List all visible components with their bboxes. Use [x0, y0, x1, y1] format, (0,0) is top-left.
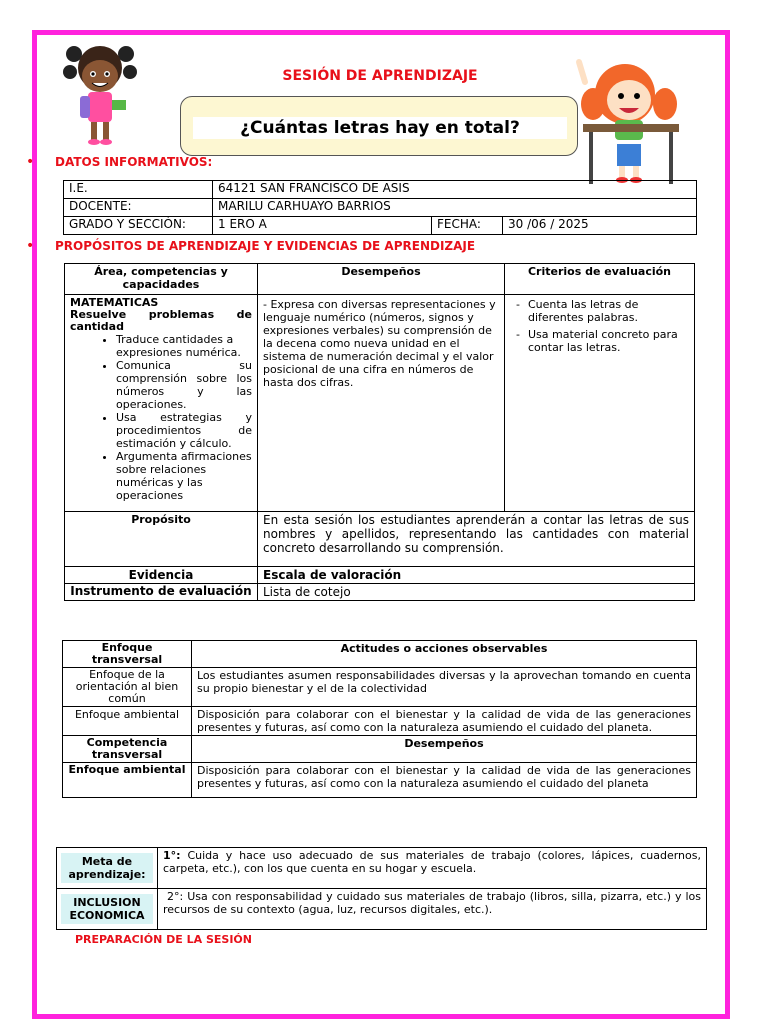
meta-item-2	[158, 889, 707, 930]
table-row	[57, 848, 707, 889]
meta-item-1-number: 1°:	[163, 849, 181, 862]
col-actitudes-header: Actitudes o acciones observables	[192, 641, 697, 668]
table-row	[63, 736, 697, 763]
enfoque-name: Enfoque de la orientación al bien común	[63, 668, 192, 707]
table-row	[63, 763, 697, 798]
session-question-box	[180, 96, 578, 156]
ie-label: I.E.	[64, 181, 213, 199]
table-row	[65, 264, 695, 295]
table-row	[64, 217, 697, 235]
enfoque-actitud: Los estudiantes asumen responsabilidades diversas y la aprovechan tomando en cuenta su propio bienestar y el de la colectividad	[192, 668, 697, 707]
docente-label: DOCENTE:	[64, 199, 213, 217]
area-cell	[65, 295, 258, 512]
col-desempenos-header: Desempeños	[258, 264, 505, 295]
enfoque-name: Enfoque ambiental	[63, 707, 192, 736]
propositos-heading: PROPÓSITOS DE APRENDIZAJE Y EVIDENCIAS DE APRENDIZAJE	[55, 239, 476, 253]
list-item: • Comunica su comprensión sobre los números y las operaciones.	[116, 359, 252, 411]
table-row	[65, 295, 695, 512]
col-criterios-header: Criterios de evaluación	[505, 264, 695, 295]
bullet-icon: •	[26, 238, 35, 254]
proposito-text: En esta sesión los estudiantes aprenderán a contar las letras de sus nombres y apellidos, representando las cantidades con material concreto desarrollando su comprensión.	[258, 512, 695, 567]
meta-label: Meta de aprendizaje:	[61, 853, 153, 883]
meta-item-2-number: 2°:	[166, 890, 184, 903]
meta-item-1	[158, 848, 707, 889]
col-enfoque-header: Enfoque transversal	[63, 641, 192, 668]
ie-value: 64121 SAN FRANCISCO DE ASIS	[213, 181, 697, 199]
instrumento-label: Instrumento de evaluación	[65, 584, 258, 601]
datos-table	[63, 180, 697, 235]
area-name: MATEMATICAS	[70, 296, 159, 309]
enfoque-ambiental-label: Enfoque ambiental	[63, 763, 192, 798]
col-area-header: Área, competencias y capacidades	[65, 264, 258, 295]
table-row	[65, 567, 695, 584]
meta-label-cell	[57, 848, 158, 889]
datos-heading: DATOS INFORMATIVOS:	[55, 155, 213, 169]
enfoque-actitud: Disposición para colaborar con el bienestar y la calidad de vida de las generaciones presentes y futuras, así como con la naturaleza asumiendo el cuidado del planeta.	[192, 707, 697, 736]
bullet-icon: •	[26, 154, 35, 170]
inclusion-cell	[57, 889, 158, 930]
table-row	[63, 641, 697, 668]
enfoque-ambiental-text: Disposición para colaborar con el bienestar y la calidad de vida de las generaciones presentes y futuras, así como con la naturaleza asumiendo el cuidado del planeta	[192, 763, 697, 798]
table-row	[57, 889, 707, 930]
meta-table	[56, 847, 707, 930]
proposito-label: Propósito	[65, 512, 258, 567]
meta-item-2-text: Usa con responsabilidad y cuidado sus materiales de trabajo (libros, silla, pizarra, etc.) y los recursos de su contexto (agua, luz, recursos digitales, etc.).	[163, 890, 701, 916]
table-row	[65, 512, 695, 567]
table-row	[63, 668, 697, 707]
list-item: • Argumenta afirmaciones sobre relaciones numéricas y las operaciones	[116, 450, 252, 502]
table-row	[63, 707, 697, 736]
girl-with-backpack-illustration	[60, 38, 140, 150]
docente-value: MARILU CARHUAYO BARRIOS	[213, 199, 697, 217]
capacidades-list	[70, 333, 252, 502]
fecha-value: 30 /06 / 2025	[503, 217, 697, 235]
enfoques-table	[62, 640, 697, 798]
cut-off-heading: PREPARACIÓN DE LA SESIÓN	[75, 933, 252, 946]
list-item: - Usa material concreto para contar las letras.	[528, 328, 689, 354]
inclusion-label: INCLUSION ECONOMICA	[61, 894, 153, 924]
competencia-transversal-label: Competencia transversal	[63, 736, 192, 763]
instrumento-value: Lista de cotejo	[258, 584, 695, 601]
fecha-label: FECHA:	[432, 217, 503, 235]
girl-at-desk-illustration	[575, 52, 687, 187]
table-row	[65, 584, 695, 601]
propositos-table	[64, 263, 695, 601]
session-question: ¿Cuántas letras hay en total?	[193, 117, 567, 139]
table-row	[64, 181, 697, 199]
criterios-cell	[505, 295, 695, 512]
evidencia-label: Evidencia	[65, 567, 258, 584]
meta-item-1-text: Cuida y hace uso adecuado de sus materiales de trabajo (colores, lápices, cuadernos, carpeta, etc.), con los que cuenta en su hogar y escuela.	[163, 849, 701, 875]
competencia-name: Resuelve problemas de cantidad	[70, 308, 252, 333]
list-item: - Cuenta las letras de diferentes palabras.	[528, 298, 689, 324]
desempeno-text: - Expresa con diversas representaciones y lenguaje numérico (números, signos y expresiones verbales) su comprensión de la decena como nueva unidad en el sistema de numeración decimal y el valor posicional de una cifra en números de hasta dos cifras.	[258, 295, 505, 512]
criterios-list	[510, 298, 689, 354]
table-row	[64, 199, 697, 217]
list-item: • Usa estrategias y procedimientos de estimación y cálculo.	[116, 411, 252, 450]
grado-value: 1 ERO A	[213, 217, 432, 235]
page-title: SESIÓN DE APRENDIZAJE	[282, 68, 478, 84]
grado-label: GRADO Y SECCIÓN:	[64, 217, 213, 235]
desempenos-header: Desempeños	[192, 736, 697, 763]
evidencia-value: Escala de valoración	[258, 567, 695, 584]
list-item: • Traduce cantidades a expresiones numérica.	[116, 333, 252, 359]
